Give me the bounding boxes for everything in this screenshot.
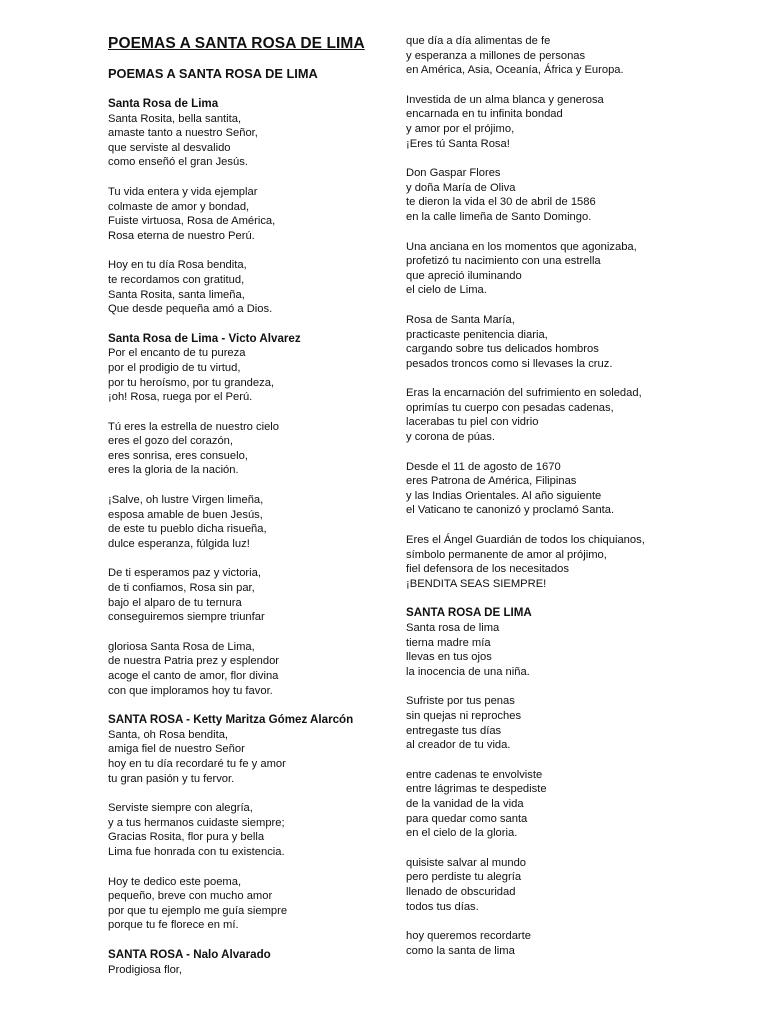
poem-line: por tu heroísmo, por tu grandeza, — [108, 376, 275, 389]
poem-line: lacerabas tu piel con vidrio — [406, 416, 539, 429]
poem-line: fiel defensora de los necesitados — [406, 563, 569, 576]
document-subtitle: POEMAS A SANTA ROSA DE LIMA — [108, 66, 318, 81]
poem-line: símbolo permanente de amor al prójimo, — [406, 548, 607, 561]
poem-line: eres Patrona de América, Filipinas — [406, 475, 577, 488]
poem-line: de la vanidad de la vida — [406, 797, 524, 810]
poem-title: SANTA ROSA DE LIMA — [406, 606, 532, 620]
poem-line: porque tu fe florece en mí. — [108, 919, 239, 932]
poem-line: hoy en tu día recordaré tu fe y amor — [108, 757, 286, 770]
poem — [108, 97, 390, 317]
poem-line: Desde el 11 de agosto de 1670 — [406, 460, 561, 473]
poem-line: Rosa eterna de nuestro Perú. — [108, 229, 255, 242]
poem-title: Santa Rosa de Lima — [108, 97, 219, 110]
poem-line: Lima fue honrada con tu existencia. — [108, 845, 285, 858]
stanza — [108, 493, 390, 551]
stanza — [406, 313, 736, 371]
poem-line: que apreció iluminando — [406, 269, 522, 282]
poem — [108, 713, 390, 933]
poem-line: Santa, oh Rosa bendita, — [108, 728, 229, 741]
poem-title: SANTA ROSA - Ketty Maritza Gómez Alarcón — [108, 713, 354, 727]
poem-line: ¡oh! Rosa, ruega por el Perú. — [108, 391, 253, 404]
poem-line: ¡Eres tú Santa Rosa! — [406, 137, 510, 150]
poem-line: Investida de un alma blanca y generosa — [406, 93, 604, 106]
poem-line: como la santa de lima — [406, 944, 515, 957]
poem-line: sin quejas ni reproches — [406, 709, 522, 722]
poem-line: De ti esperamos paz y victoria, — [108, 567, 261, 580]
poem-line: Por el encanto de tu pureza — [108, 347, 246, 360]
poem — [406, 34, 736, 591]
stanza — [406, 621, 736, 679]
stanza — [406, 856, 736, 914]
poem-line: Tu vida entera y vida ejemplar — [108, 185, 258, 198]
poem-line: con que imploramos hoy tu favor. — [108, 684, 273, 697]
poem-line: te recordamos con gratitud, — [108, 273, 245, 286]
stanza — [406, 166, 736, 224]
poem-line: el Vaticano te canonizó y proclamó Santa. — [406, 504, 615, 517]
poem-line: bajo el alparo de tu ternura — [108, 596, 242, 609]
poem-line: Sufriste por tus penas — [406, 695, 515, 708]
poem-line: que serviste al desvalido — [108, 141, 231, 154]
stanza — [108, 112, 390, 170]
stanza — [406, 386, 736, 444]
poem-line: acoge el canto de amor, flor divina — [108, 670, 279, 682]
poem-line: dulce esperanza, fúlgida luz! — [108, 537, 250, 550]
poem-line: en la calle limeña de Santo Domingo. — [406, 210, 592, 223]
poem-line: eres el gozo del corazón, — [108, 435, 234, 448]
poem-line: conseguiremos siempre triunfar — [108, 611, 265, 624]
stanza — [406, 929, 736, 958]
poem-line: todos tus días. — [406, 900, 479, 913]
stanza — [108, 963, 390, 978]
stanza — [406, 34, 736, 78]
poem-line: Hoy en tu día Rosa bendita, — [108, 259, 247, 272]
stanza — [108, 185, 390, 243]
poem-line: cargando sobre tus delicados hombros — [406, 343, 599, 356]
poem-line: practicaste penitencia diaria, — [406, 328, 548, 341]
poem-line: y doña María de Oliva — [406, 181, 516, 194]
poem-line: esposa amable de buen Jesús, — [108, 508, 263, 521]
poem-line: de ti confiamos, Rosa sin par, — [108, 582, 255, 595]
poem-line: Serviste siempre con alegría, — [108, 802, 253, 815]
stanza — [108, 728, 390, 786]
poem-line: por que tu ejemplo me guía siempre — [108, 904, 288, 917]
stanza — [108, 640, 390, 698]
poem-line: encarnada en tu infinita bondad — [406, 108, 563, 121]
stanza — [406, 768, 736, 841]
poem-line: amiga fiel de nuestro Señor — [108, 743, 245, 756]
left-column — [108, 34, 390, 992]
poem-line: Santa rosa de lima — [406, 622, 500, 634]
poem-line: eres la gloria de la nación. — [108, 464, 239, 477]
poem-line: pequeño, breve con mucho amor — [108, 890, 273, 903]
poem-line: Don Gaspar Flores — [406, 167, 501, 180]
stanza — [108, 346, 390, 404]
poem-line: en el cielo de la gloria. — [406, 827, 518, 840]
stanza — [406, 533, 736, 591]
poem-line: por el prodigio de tu virtud, — [108, 361, 241, 374]
poem-line: entre lágrimas te despediste — [406, 783, 547, 796]
poem-line: pesados troncos como si llevases la cruz. — [406, 357, 613, 370]
poem-line: como enseñó el gran Jesús. — [108, 156, 248, 169]
poem-line: Una anciana en los momentos que agonizaba, — [406, 240, 637, 253]
stanza — [108, 420, 390, 478]
poem-line: Gracias Rosita, flor pura y bella — [108, 831, 265, 844]
stanza — [108, 258, 390, 316]
poem-line: gloriosa Santa Rosa de Lima, — [108, 640, 255, 653]
poem-title: SANTA ROSA - Nalo Alvarado — [108, 947, 271, 961]
poem-line: profetizó tu nacimiento con una estrella — [406, 255, 601, 268]
poem-line: la inocencia de una niña. — [406, 665, 530, 678]
document-title: POEMAS A SANTA ROSA DE LIMA — [108, 35, 365, 52]
poem-line: quisiste salvar al mundo — [406, 856, 527, 869]
poem-line: Rosa de Santa María, — [406, 313, 515, 326]
poem-line: Santa Rosita, bella santita, — [108, 112, 242, 125]
poem-line: colmaste de amor y bondad, — [108, 200, 250, 213]
poem-line: Tú eres la estrella de nuestro cielo — [108, 420, 280, 433]
stanza — [406, 460, 736, 518]
poem-line: de nuestra Patria prez y esplendor — [108, 655, 280, 668]
poem-line: para quedar como santa — [406, 812, 528, 825]
stanza — [406, 240, 736, 298]
stanza — [406, 93, 736, 151]
poem-line: amaste tanto a nuestro Señor, — [108, 127, 258, 140]
poem-line: llevas en tus ojos — [406, 651, 492, 664]
right-poems — [406, 34, 736, 958]
poem-line: llenado de obscuridad — [406, 885, 516, 898]
poem-line: pero perdiste tu alegría — [406, 871, 522, 884]
poem-line: Santa Rosita, santa limeña, — [108, 288, 245, 301]
poem-line: que día a día alimentas de fe — [406, 35, 551, 47]
poem-line: en América, Asia, Oceanía, África y Europa. — [406, 64, 624, 77]
poem-title: Santa Rosa de Lima - Victo Alvarez — [108, 331, 301, 345]
stanza — [108, 801, 390, 859]
poem-line: tu gran pasión y tu fervor. — [108, 772, 235, 785]
poem-line: tierna madre mía — [406, 636, 491, 649]
stanza — [108, 875, 390, 933]
poem — [108, 332, 390, 698]
poem-line: Hoy te dedico este poema, — [108, 875, 242, 888]
poem-line: entre cadenas te envolviste — [406, 768, 543, 781]
poem-line: Prodigiosa flor, — [108, 963, 183, 976]
poem — [108, 948, 390, 977]
poem-line: Que desde pequeña amó a Dios. — [108, 303, 273, 316]
poem-line: eres sonrisa, eres consuelo, — [108, 449, 248, 462]
poem-line: de este tu pueblo dicha risueña, — [108, 523, 267, 536]
poem-line: Fuiste virtuosa, Rosa de América, — [108, 215, 276, 228]
poem-line: oprimías tu cuerpo con pesadas cadenas, — [406, 401, 614, 414]
poem-line: entregaste tus días — [406, 724, 502, 737]
left-poems — [108, 97, 390, 977]
poem-line: Eras la encarnación del sufrimiento en soledad, — [406, 387, 642, 400]
poem-line: y corona de púas. — [406, 431, 495, 444]
poem-line: Eres el Ángel Guardián de todos los chiquianos, — [406, 534, 645, 547]
stanza — [406, 694, 736, 752]
poem-line: ¡BENDITA SEAS SIEMPRE! — [406, 577, 547, 590]
poem-line: hoy queremos recordarte — [406, 930, 531, 943]
poem-line: y las Indias Orientales. Al año siguiente — [406, 489, 602, 502]
poem-line: al creador de tu vida. — [406, 739, 511, 752]
right-column — [406, 34, 736, 973]
poem-line: te dieron la vida el 30 de abril de 1586 — [406, 196, 596, 209]
poem-line: y a tus hermanos cuidaste siempre; — [108, 816, 285, 829]
poem-line: el cielo de Lima. — [406, 284, 487, 297]
poem-line: y esperanza a millones de personas — [406, 49, 586, 62]
stanza — [108, 566, 390, 624]
poem — [406, 606, 736, 958]
poem-line: ¡Salve, oh lustre Virgen limeña, — [108, 494, 264, 507]
poem-line: y amor por el prójimo, — [406, 122, 515, 135]
